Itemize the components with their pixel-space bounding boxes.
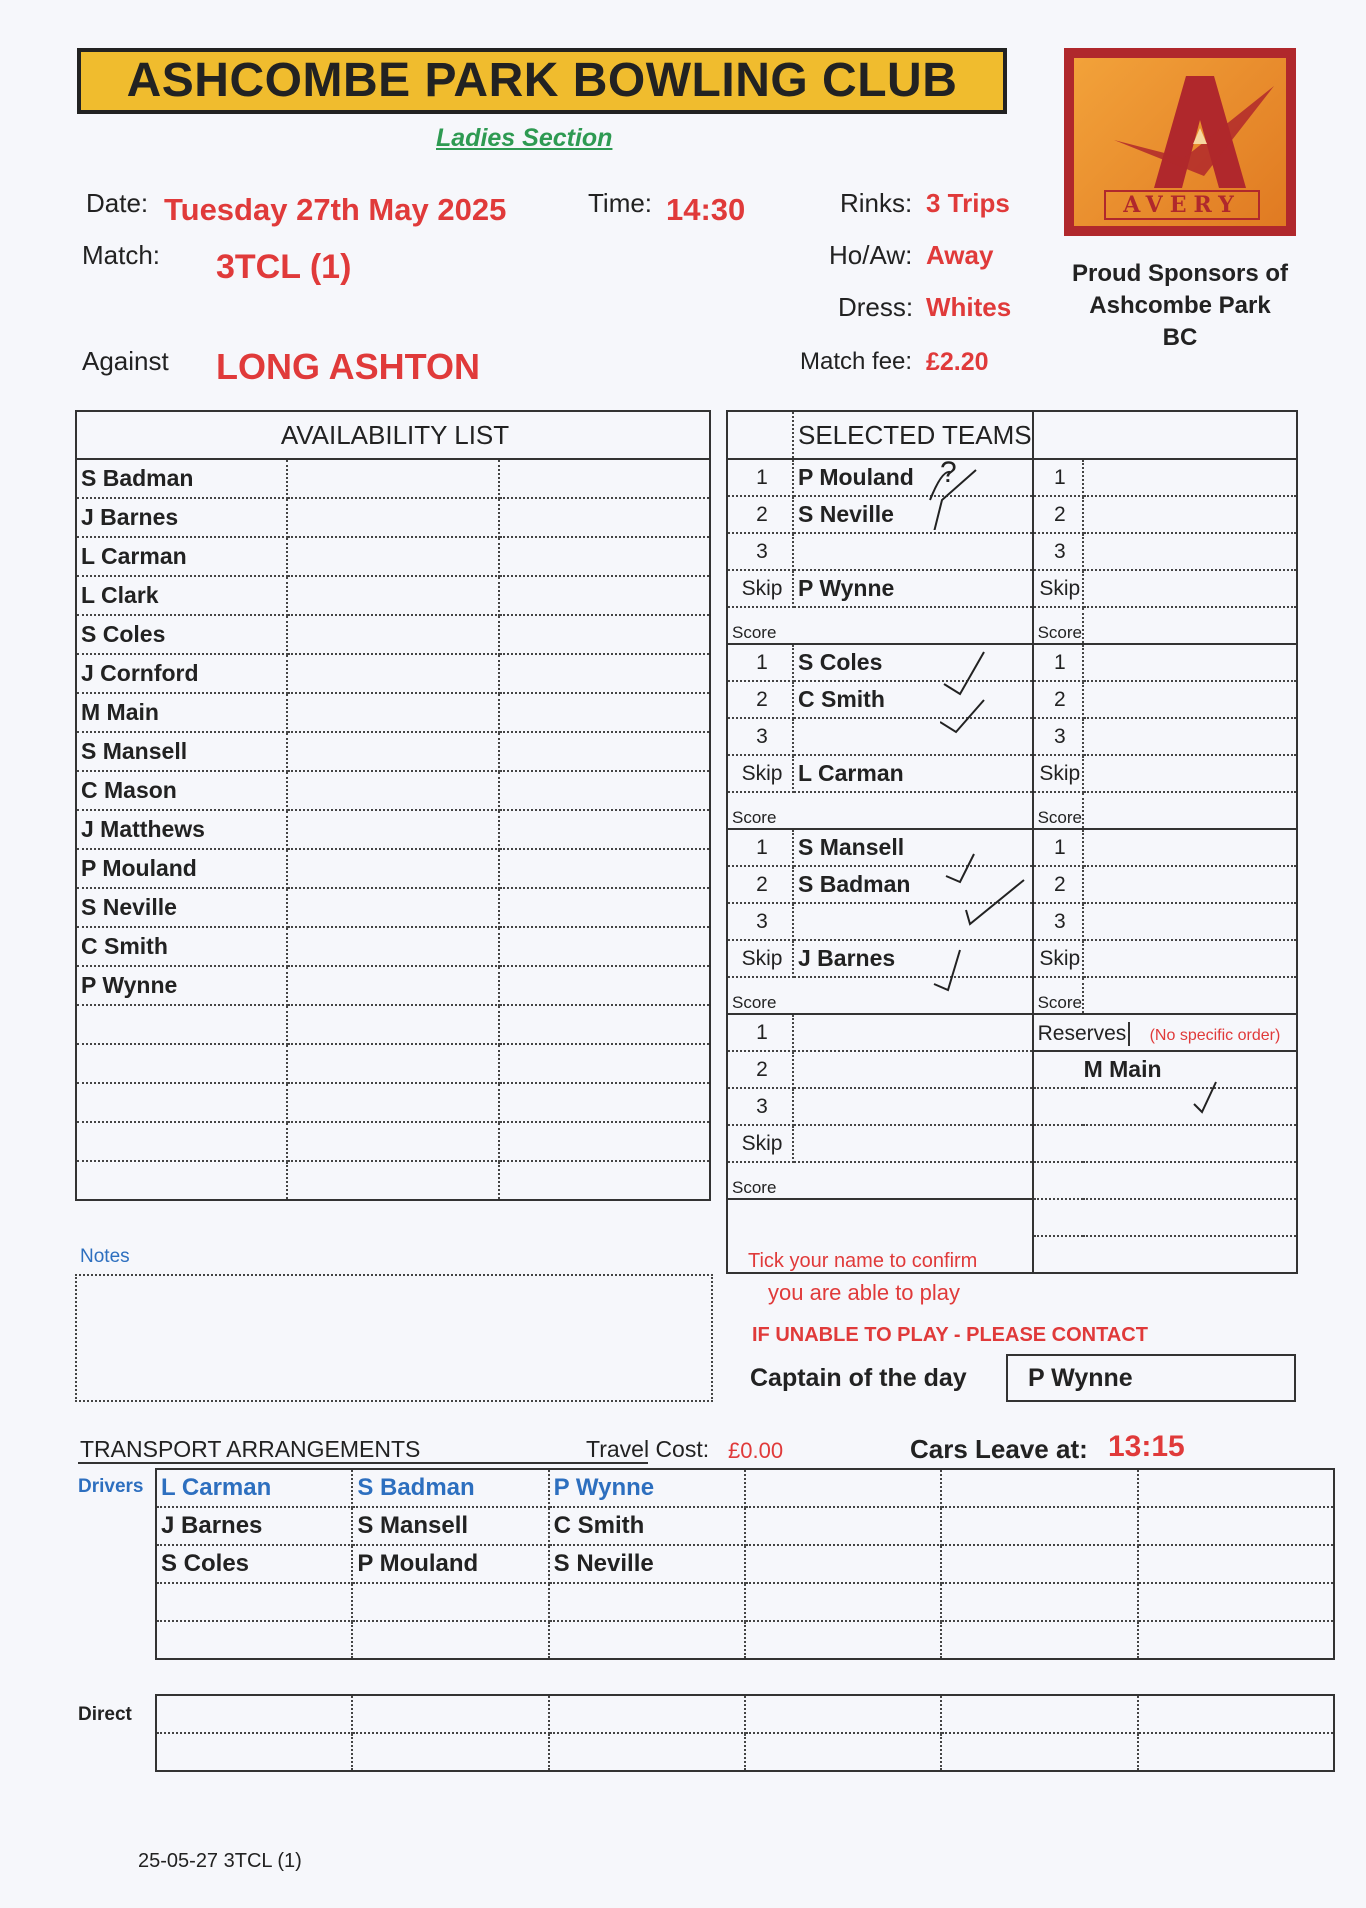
selected-player [793, 1051, 1033, 1088]
sponsor-line: Ashcombe Park [1089, 292, 1271, 319]
availability-cell[interactable] [287, 771, 498, 810]
transport-row [156, 1507, 1334, 1545]
availability-cell[interactable] [287, 1083, 498, 1122]
selected-player: S Neville [793, 496, 1033, 533]
logo-word: AVERY [1104, 190, 1260, 220]
transport-row [156, 1621, 1334, 1659]
selected-player: S Badman [793, 866, 1033, 903]
transport-cell[interactable] [745, 1583, 941, 1621]
travel-cost-value: £0.00 [728, 1438, 784, 1463]
player-name: S Coles [76, 615, 287, 654]
transport-table [155, 1468, 1335, 1660]
selected-player [793, 1125, 1033, 1162]
handwritten-ticks-icon [940, 636, 1010, 736]
transport-cell[interactable] [1138, 1507, 1334, 1545]
availability-cell[interactable] [287, 966, 498, 1005]
position-label: Skip [727, 570, 793, 607]
availability-cell[interactable] [287, 888, 498, 927]
position-label: 1 [727, 459, 793, 496]
selected-teams-title: SELECTED TEAMS [793, 411, 1033, 459]
opponent-position-label: 2 [1033, 866, 1083, 903]
transport-name[interactable]: S Badman [352, 1469, 548, 1507]
availability-row [76, 654, 710, 693]
selected-player: L Carman [793, 755, 1033, 792]
availability-cell[interactable] [499, 732, 710, 771]
availability-cell[interactable] [287, 654, 498, 693]
opponent-position-label: 3 [1033, 718, 1083, 755]
rinks-value: 3 Trips [926, 188, 1010, 218]
opponent-score-label: Score [1033, 792, 1083, 829]
team-row [727, 792, 1297, 829]
availability-cell[interactable] [287, 849, 498, 888]
transport-row [156, 1469, 1334, 1507]
selected-player: P Mouland [793, 459, 1033, 496]
fee-label: Match fee: [800, 348, 913, 375]
reserves-label: Reserves [1038, 1022, 1130, 1046]
transport-name[interactable]: L Carman [156, 1469, 352, 1507]
confirm-line1: Tick your name to confirm [748, 1250, 978, 1272]
against-value: LONG ASHTON [216, 346, 481, 387]
transport-cell[interactable] [1138, 1733, 1334, 1771]
transport-cell[interactable] [745, 1695, 941, 1733]
opponent-position-label: Skip [1033, 940, 1083, 977]
opponent-cell[interactable] [1083, 570, 1297, 607]
selected-player: J Barnes [793, 940, 1033, 977]
selected-player [793, 1014, 1033, 1051]
availability-cell[interactable] [499, 654, 710, 693]
availability-row [76, 927, 710, 966]
availability-cell[interactable] [499, 615, 710, 654]
reserve-player: M Main [1033, 1051, 1297, 1088]
section-title: Ladies Section [436, 124, 613, 152]
rinks-label: Rinks: [840, 188, 913, 218]
selected-player: C Smith [793, 681, 1033, 718]
opponent-position-label: 1 [1033, 644, 1083, 681]
player-name: S Mansell [76, 732, 287, 771]
transport-cell[interactable] [941, 1621, 1137, 1659]
availability-cell[interactable] [287, 459, 498, 498]
team-row [727, 718, 1297, 755]
selected-player [793, 533, 1033, 570]
selected-teams-table [726, 410, 1298, 1274]
opponent-position-label: 3 [1033, 533, 1083, 570]
availability-cell[interactable] [287, 1122, 498, 1161]
transport-cell[interactable] [941, 1507, 1137, 1545]
handwritten-tick-icon [1190, 1080, 1230, 1120]
transport-cell[interactable] [745, 1545, 941, 1583]
transport-cell[interactable] [156, 1583, 352, 1621]
question-mark: ? [940, 456, 957, 489]
travel-cost-label: Travel Cost: [586, 1436, 710, 1462]
availability-cell[interactable] [499, 888, 710, 927]
fee-value: £2.20 [926, 348, 989, 376]
score-cell[interactable] [1083, 792, 1297, 829]
availability-cell[interactable] [499, 537, 710, 576]
position-label: 3 [727, 718, 793, 755]
player-name: L Clark [76, 576, 287, 615]
sponsor-line: BC [1162, 324, 1198, 351]
notes-box [75, 1274, 713, 1402]
team-row [727, 1125, 1297, 1162]
selected-player: S Mansell [793, 829, 1033, 866]
opponent-position-label: Skip [1033, 755, 1083, 792]
position-label: 2 [727, 1051, 793, 1088]
availability-row [76, 771, 710, 810]
team-row [727, 459, 1297, 496]
match-value: 3TCL (1) [216, 248, 352, 286]
team-row [727, 496, 1297, 533]
position-label: Skip [727, 940, 793, 977]
footer-reference: 25-05-27 3TCL (1) [138, 1850, 302, 1872]
transport-cell[interactable] [1138, 1621, 1334, 1659]
availability-cell[interactable] [287, 810, 498, 849]
position-label: 1 [727, 644, 793, 681]
transport-cell[interactable] [352, 1621, 548, 1659]
score-cell[interactable] [1083, 607, 1297, 644]
player-name [76, 1161, 287, 1200]
availability-row [76, 537, 710, 576]
transport-cell[interactable] [941, 1469, 1137, 1507]
availability-row [76, 498, 710, 537]
opponent-position-label: 2 [1033, 681, 1083, 718]
handwritten-ticks-icon [920, 460, 1010, 530]
transport-divider [78, 1462, 648, 1464]
availability-row [76, 615, 710, 654]
position-label: 1 [727, 1014, 793, 1051]
availability-cell[interactable] [499, 927, 710, 966]
opponent-score-label: Score [1033, 607, 1083, 644]
position-label: 3 [727, 1088, 793, 1125]
availability-cell[interactable] [499, 966, 710, 1005]
transport-cell[interactable] [156, 1621, 352, 1659]
team-row [727, 681, 1297, 718]
position-label: 2 [727, 496, 793, 533]
availability-cell[interactable] [499, 849, 710, 888]
reserve-cell[interactable] [1033, 1236, 1297, 1273]
transport-cell[interactable] [352, 1583, 548, 1621]
transport-cell[interactable] [1138, 1545, 1334, 1583]
team-row [727, 533, 1297, 570]
transport-cell[interactable] [549, 1583, 745, 1621]
transport-cell[interactable] [745, 1469, 941, 1507]
availability-row [76, 1005, 710, 1044]
handwritten-ticks-icon [930, 850, 1030, 1000]
player-name: M Main [76, 693, 287, 732]
score-label: Score [727, 977, 1033, 1014]
availability-row [76, 810, 710, 849]
transport-cell[interactable] [941, 1545, 1137, 1583]
opponent-cell[interactable] [1083, 459, 1297, 496]
opponent-cell[interactable] [1083, 644, 1297, 681]
opponent-position-label: 3 [1033, 903, 1083, 940]
transport-name[interactable]: P Wynne [549, 1469, 745, 1507]
score-label: Score [727, 1162, 1033, 1199]
position-label: Skip [727, 755, 793, 792]
transport-name[interactable]: J Barnes [156, 1507, 352, 1545]
availability-row [76, 966, 710, 1005]
availability-cell[interactable] [287, 1005, 498, 1044]
transport-cell[interactable] [1138, 1469, 1334, 1507]
transport-cell[interactable] [549, 1733, 745, 1771]
availability-cell[interactable] [499, 1122, 710, 1161]
availability-cell[interactable] [499, 1161, 710, 1200]
availability-cell[interactable] [287, 732, 498, 771]
position-label: 3 [727, 533, 793, 570]
team-row [727, 607, 1297, 644]
position-label: 2 [727, 681, 793, 718]
opponent-cell[interactable] [1083, 829, 1297, 866]
availability-cell[interactable] [499, 459, 710, 498]
player-name: J Barnes [76, 498, 287, 537]
direct-label: Direct [78, 1704, 132, 1725]
dress-label: Dress: [838, 292, 914, 322]
availability-cell[interactable] [499, 1005, 710, 1044]
opponent-position-label: 1 [1033, 459, 1083, 496]
avery-logo [1064, 48, 1296, 236]
position-label: 3 [727, 903, 793, 940]
notes-label: Notes [80, 1246, 130, 1267]
player-name [76, 1005, 287, 1044]
reserves-note: (No specific order) [1149, 1027, 1281, 1044]
transport-name[interactable]: C Smith [549, 1507, 745, 1545]
availability-row [76, 1122, 710, 1161]
match-label: Match: [82, 240, 161, 270]
transport-row [156, 1583, 1334, 1621]
player-name: J Matthews [76, 810, 287, 849]
club-name-banner: ASHCOMBE PARK BOWLING CLUB [77, 48, 1007, 114]
availability-row [76, 1083, 710, 1122]
transport-cell[interactable] [745, 1621, 941, 1659]
player-name [76, 1122, 287, 1161]
availability-cell[interactable] [287, 537, 498, 576]
availability-row [76, 459, 710, 498]
availability-cell[interactable] [287, 1044, 498, 1083]
captain-value: P Wynne [1006, 1354, 1296, 1402]
score-label: Score [727, 607, 1033, 644]
availability-row [76, 888, 710, 927]
player-name: P Wynne [76, 966, 287, 1005]
transport-cell[interactable] [352, 1733, 548, 1771]
opponent-cell[interactable] [1083, 866, 1297, 903]
availability-table [75, 410, 711, 1201]
availability-cell[interactable] [499, 498, 710, 537]
availability-cell[interactable] [287, 693, 498, 732]
opponent-score-label: Score [1033, 977, 1083, 1014]
player-name [76, 1083, 287, 1122]
transport-cell[interactable] [941, 1695, 1137, 1733]
transport-cell[interactable] [1138, 1583, 1334, 1621]
opponent-cell[interactable] [1083, 903, 1297, 940]
position-label: 1 [727, 829, 793, 866]
time-label: Time: [588, 188, 653, 218]
sponsor-text [1050, 258, 1310, 354]
player-name: P Mouland [76, 849, 287, 888]
availability-row [76, 576, 710, 615]
transport-row [156, 1695, 1334, 1733]
team-row [727, 1162, 1297, 1199]
unable-to-play-text: IF UNABLE TO PLAY - PLEASE CONTACT [752, 1324, 1148, 1346]
score-label: Score [727, 792, 1033, 829]
position-label: Skip [727, 1125, 793, 1162]
player-name: S Neville [76, 888, 287, 927]
opponent-position-label: Skip [1033, 570, 1083, 607]
against-label: Against [82, 346, 169, 376]
player-name: J Cornford [76, 654, 287, 693]
player-name: C Smith [76, 927, 287, 966]
team-row [727, 1014, 1297, 1051]
captain-label: Captain of the day [750, 1364, 967, 1392]
reserve-cell[interactable] [1033, 1199, 1297, 1236]
availability-row [76, 849, 710, 888]
team-row [727, 755, 1297, 792]
opponent-cell[interactable] [1083, 755, 1297, 792]
reserve-row [727, 1199, 1297, 1236]
availability-cell[interactable] [287, 927, 498, 966]
transport-cell[interactable] [156, 1695, 352, 1733]
transport-cell[interactable] [352, 1695, 548, 1733]
availability-cell[interactable] [499, 576, 710, 615]
availability-cell[interactable] [287, 498, 498, 537]
opponent-cell[interactable] [1083, 533, 1297, 570]
transport-row [156, 1733, 1334, 1771]
player-name: C Mason [76, 771, 287, 810]
transport-cell[interactable] [745, 1733, 941, 1771]
transport-cell[interactable] [941, 1583, 1137, 1621]
homeaway-value: Away [926, 240, 994, 270]
confirm-line2: you are able to play [768, 1280, 961, 1305]
opponent-position-label: 1 [1033, 829, 1083, 866]
transport-title: TRANSPORT ARRANGEMENTS [80, 1436, 421, 1462]
availability-cell[interactable] [287, 576, 498, 615]
transport-cell[interactable] [156, 1733, 352, 1771]
dress-value: Whites [926, 292, 1012, 322]
player-name: S Badman [76, 459, 287, 498]
player-name: L Carman [76, 537, 287, 576]
availability-cell[interactable] [287, 1161, 498, 1200]
transport-name[interactable]: S Coles [156, 1545, 352, 1583]
availability-title: AVAILABILITY LIST [76, 411, 710, 459]
availability-row [76, 1044, 710, 1083]
selected-player: S Coles [793, 644, 1033, 681]
drivers-label: Drivers [78, 1476, 144, 1497]
availability-cell[interactable] [499, 810, 710, 849]
cars-leave-value: 13:15 [1108, 1430, 1185, 1463]
transport-name[interactable]: S Mansell [352, 1507, 548, 1545]
availability-row [76, 1161, 710, 1200]
selected-player [793, 1088, 1033, 1125]
transport-row [156, 1545, 1334, 1583]
transport-name[interactable]: S Neville [549, 1545, 745, 1583]
team-row [727, 644, 1297, 681]
homeaway-label: Ho/Aw: [829, 240, 913, 270]
date-value: Tuesday 27th May 2025 [164, 192, 507, 227]
availability-cell[interactable] [499, 771, 710, 810]
transport-cell[interactable] [549, 1621, 745, 1659]
availability-cell[interactable] [287, 615, 498, 654]
player-name [76, 1044, 287, 1083]
score-cell[interactable] [1083, 977, 1297, 1014]
position-label: 2 [727, 866, 793, 903]
transport-cell[interactable] [549, 1695, 745, 1733]
cars-leave-label: Cars Leave at: [910, 1434, 1088, 1464]
opponent-cell[interactable] [1083, 718, 1297, 755]
date-label: Date: [86, 188, 149, 218]
transport-cell[interactable] [941, 1733, 1137, 1771]
opponent-position-label: 2 [1033, 496, 1083, 533]
opponent-cell[interactable] [1083, 496, 1297, 533]
direct-table [155, 1694, 1335, 1772]
sponsor-line: Proud Sponsors of [1072, 260, 1288, 287]
transport-cell[interactable] [745, 1507, 941, 1545]
transport-cell[interactable] [1138, 1695, 1334, 1733]
team-row [727, 570, 1297, 607]
availability-cell[interactable] [499, 693, 710, 732]
transport-name[interactable]: P Mouland [352, 1545, 548, 1583]
availability-cell[interactable] [499, 1044, 710, 1083]
availability-cell[interactable] [499, 1083, 710, 1122]
selected-player: P Wynne [793, 570, 1033, 607]
availability-row [76, 693, 710, 732]
opponent-cell[interactable] [1083, 940, 1297, 977]
time-value: 14:30 [666, 192, 746, 227]
availability-row [76, 732, 710, 771]
opponent-cell[interactable] [1083, 681, 1297, 718]
